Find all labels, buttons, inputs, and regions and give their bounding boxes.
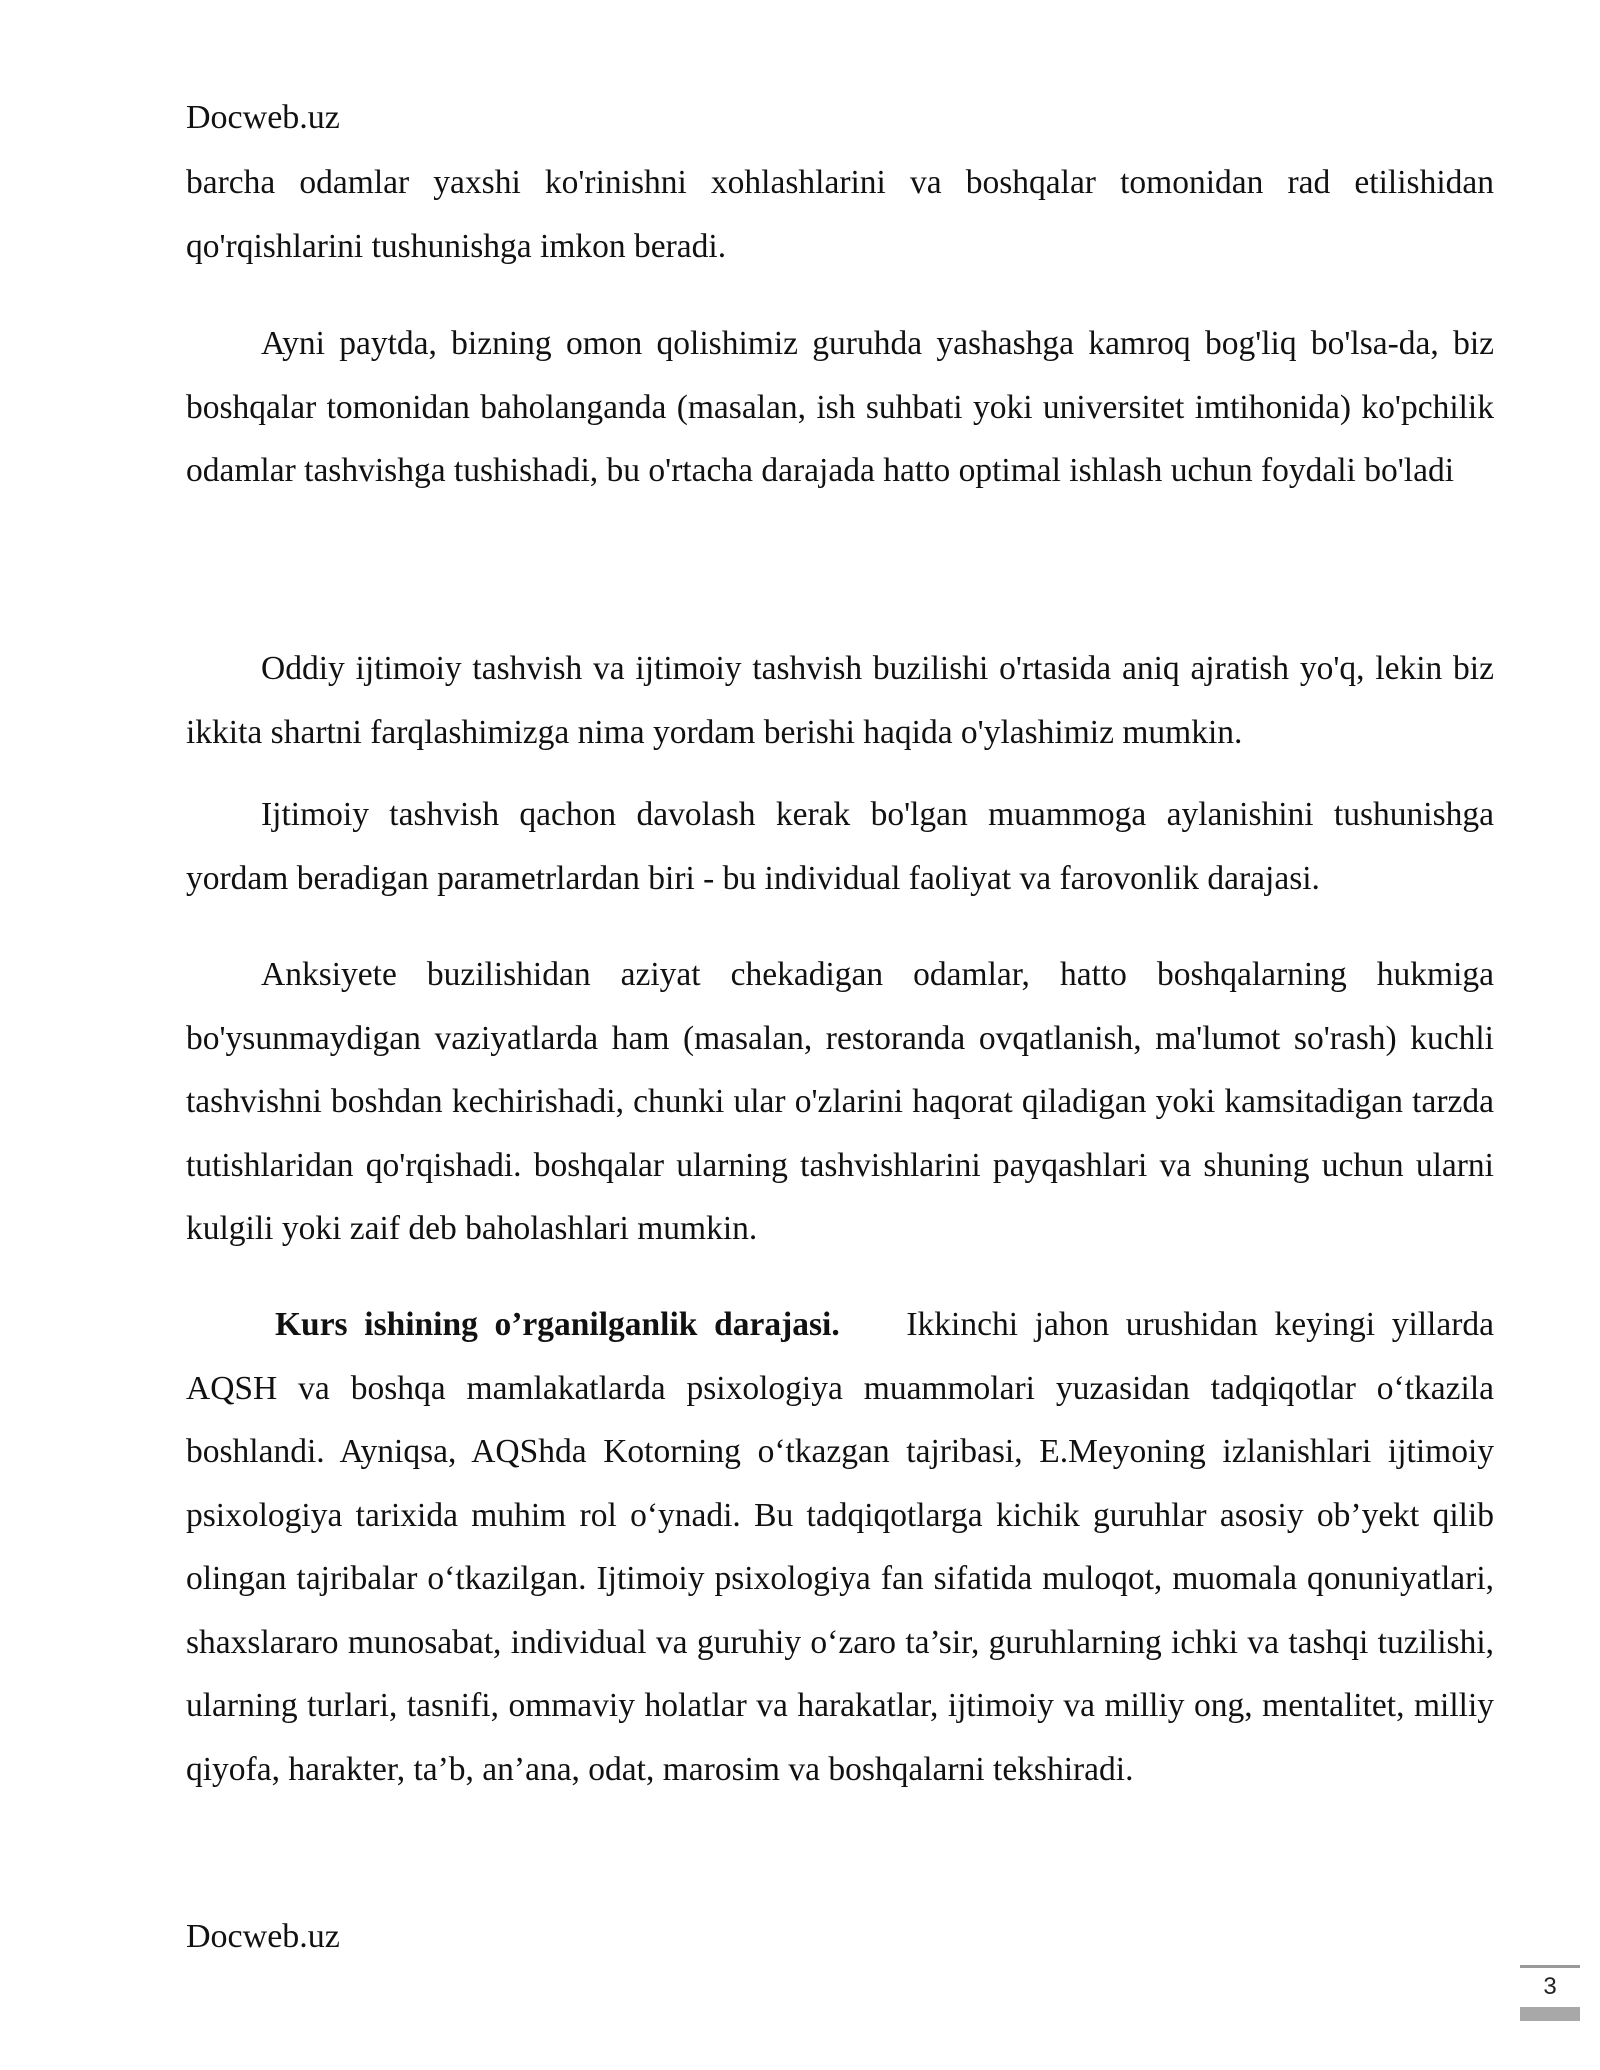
page-number-bar bbox=[1520, 2007, 1580, 2021]
page-number-block bbox=[1520, 1965, 1580, 2021]
paragraph: Oddiy ijtimoiy tashvish va ijtimoiy tashvish buzilishi o'rtasida aniq ajratish yo'q, lekin biz ikkita shartni farqlashimizga nima yordam berishi haqida o'ylashimiz mumkin. bbox=[186, 650, 1494, 751]
page-number: 3 bbox=[1543, 1973, 1557, 2000]
paragraph-continuation: barcha odamlar yaxshi ko'rinishni xohlashlarini va boshqalar tomonidan rad etilishidan qo'rqishlarini tushunishga imkon beradi. bbox=[186, 164, 1494, 265]
page-header: Docweb.uz bbox=[186, 99, 340, 136]
page-footer: Docweb.uz bbox=[186, 1918, 340, 1955]
paragraph: Ijtimoiy tashvish qachon davolash kerak bo'lgan muammoga aylanishini tushunishga yordam beradigan parametrlardan biri - bu individual faoliyat va farovonlik darajasi. bbox=[186, 796, 1494, 897]
heading-spacer bbox=[840, 1306, 907, 1343]
page-number-rule bbox=[1520, 1965, 1580, 1968]
paragraph-text: Ikkinchi jahon urushidan keyingi yillarda AQSH va boshqa mamlakatlarda psixologiya muammolari yuzasidan tadqiqotlar o‘tkazila boshlandi. Ayniqsa, AQShda Kotorning o‘tkazgan tajribasi, E.Meyoning izlanishlari ijtimoiy psixologiya tarixida muhim rol o‘ynadi. Bu tadqiqotlarga kichik guruhlar asosiy ob’yekt qilib olingan tajribalar o‘tkazilgan. Ijtimoiy psixologiya fan sifatida muloqot, muomala qonuniyatlari, shaxslararo munosabat, individual va guruhiy o‘zaro ta’sir, guruhlarning ichki va tashqi tuzilishi, ularning turlari, tasnifi, ommaviy holatlar va harakatlar, ijtimoiy va milliy ong, mentalitet, milliy qiyofa, harakter, ta’b, an’ana, odat, marosim va boshqalarni tekshiradi. bbox=[186, 1306, 1495, 1788]
paragraph: Anksiyete buzilishidan aziyat chekadigan odamlar, hatto boshqalarning hukmiga bo'ysunmaydigan vaziyatlarda ham (masalan, restoranda ovqatlanish, ma'lumot so'rash) kuchli tashvishni boshdan kechirishadi, chunki ular o'zlarini haqorat qiladigan yoki kamsitadigan tarzda tutishlaridan qo'rqishadi. boshqalar ularning tashvishlarini payqashlari va shuning uchun ularni kulgili yoki zaif deb baholashlari mumkin. bbox=[186, 956, 1494, 1247]
paragraph: Ayni paytda, bizning omon qolishimiz guruhda yashashga kamroq bog'liq bo'lsa-da, biz boshqalar tomonidan baholanganda (masalan, ish suhbati yoki universitet imtihonida) ko'pchilik odamlar tashvishga tushishadi, bu o'rtacha darajada hatto optimal ishlash uchun foydali bo'ladi bbox=[186, 325, 1494, 489]
paragraph-study-level bbox=[186, 1293, 1494, 1801]
section-heading-inline: Kurs ishining o’rganilganlik darajasi. bbox=[275, 1306, 840, 1343]
